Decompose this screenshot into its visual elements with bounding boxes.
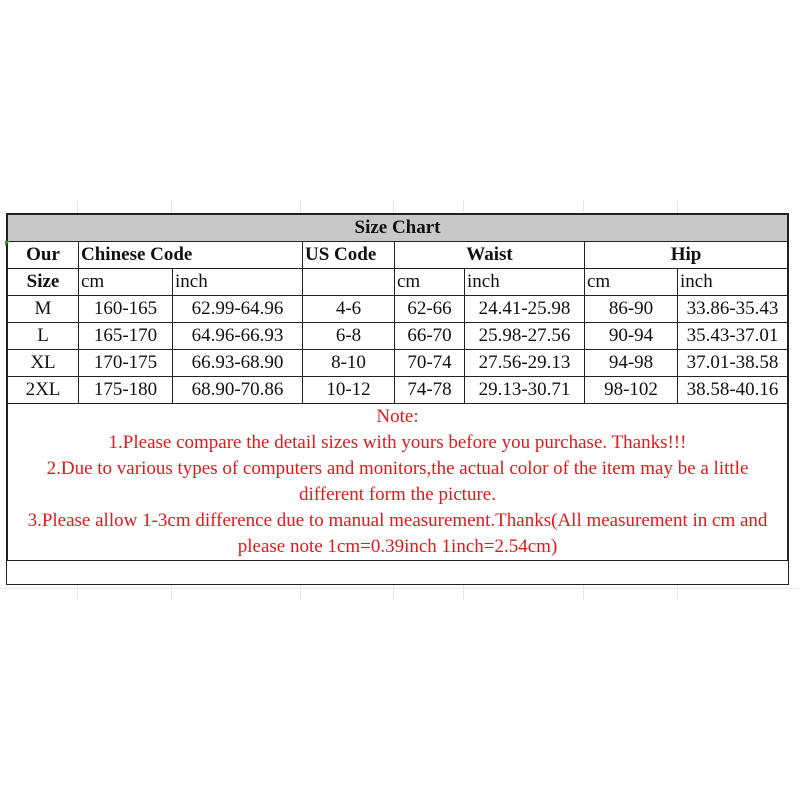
table-row [8, 377, 788, 404]
size-cell: XL [8, 350, 79, 377]
cell: 62.99-64.96 [173, 296, 303, 323]
cell: 8-10 [303, 350, 395, 377]
cell: 10-12 [303, 377, 395, 404]
header-our: Our [8, 242, 79, 269]
chart-title: Size Chart [8, 215, 788, 242]
cell: 64.96-66.93 [173, 323, 303, 350]
cell: 37.01-38.58 [678, 350, 788, 377]
header-inch: inch [678, 269, 788, 296]
cell: 160-165 [79, 296, 173, 323]
size-chart-table [7, 214, 788, 561]
table-row [8, 323, 788, 350]
cell: 165-170 [79, 323, 173, 350]
note-line-4: 3.Please allow 1-3cm difference due to manual measurement.Thanks(All measurement in cm and [27, 510, 768, 531]
table-row [8, 296, 788, 323]
size-cell: M [8, 296, 79, 323]
title-row [8, 215, 788, 242]
cell: 94-98 [585, 350, 678, 377]
cell: 25.98-27.56 [465, 323, 585, 350]
gridline [0, 588, 800, 589]
table-row [8, 350, 788, 377]
cell: 90-94 [585, 323, 678, 350]
note-line-3: different form the picture. [299, 484, 496, 505]
header-row-2 [8, 269, 788, 296]
cell: 6-8 [303, 323, 395, 350]
cell: 38.58-40.16 [678, 377, 788, 404]
size-cell: L [8, 323, 79, 350]
cell: 74-78 [395, 377, 465, 404]
cell: 62-66 [395, 296, 465, 323]
header-cm: cm [79, 269, 173, 296]
cell: 27.56-29.13 [465, 350, 585, 377]
cell: 66.93-68.90 [173, 350, 303, 377]
header-cm: cm [395, 269, 465, 296]
size-chart-sheet [6, 213, 789, 585]
header-inch: inch [465, 269, 585, 296]
header-us-code: US Code [303, 242, 395, 269]
note-line-1: 1.Please compare the detail sizes with yours before you purchase. Thanks!!! [108, 432, 687, 453]
header-inch: inch [173, 269, 303, 296]
note-heading: Note: [376, 406, 419, 427]
note-line-2: 2.Due to various types of computers and monitors,the actual color of the item may be a little [46, 458, 749, 479]
cell: 175-180 [79, 377, 173, 404]
note-cell [8, 404, 788, 561]
note-row [8, 404, 788, 561]
cell: 70-74 [395, 350, 465, 377]
size-cell: 2XL [8, 377, 79, 404]
header-cm: cm [585, 269, 678, 296]
cell: 24.41-25.98 [465, 296, 585, 323]
cell: 29.13-30.71 [465, 377, 585, 404]
cell: 68.90-70.86 [173, 377, 303, 404]
cell: 35.43-37.01 [678, 323, 788, 350]
header-row-1 [8, 242, 788, 269]
header-empty [303, 269, 395, 296]
note-line-5: please note 1cm=0.39inch 1inch=2.54cm) [237, 536, 558, 557]
cell: 86-90 [585, 296, 678, 323]
header-hip: Hip [585, 242, 788, 269]
header-waist: Waist [395, 242, 585, 269]
header-size: Size [8, 269, 79, 296]
cell-comment-marker [5, 241, 10, 246]
cell: 33.86-35.43 [678, 296, 788, 323]
header-chinese-code: Chinese Code [79, 242, 303, 269]
cell: 98-102 [585, 377, 678, 404]
cell: 170-175 [79, 350, 173, 377]
cell: 66-70 [395, 323, 465, 350]
cell: 4-6 [303, 296, 395, 323]
